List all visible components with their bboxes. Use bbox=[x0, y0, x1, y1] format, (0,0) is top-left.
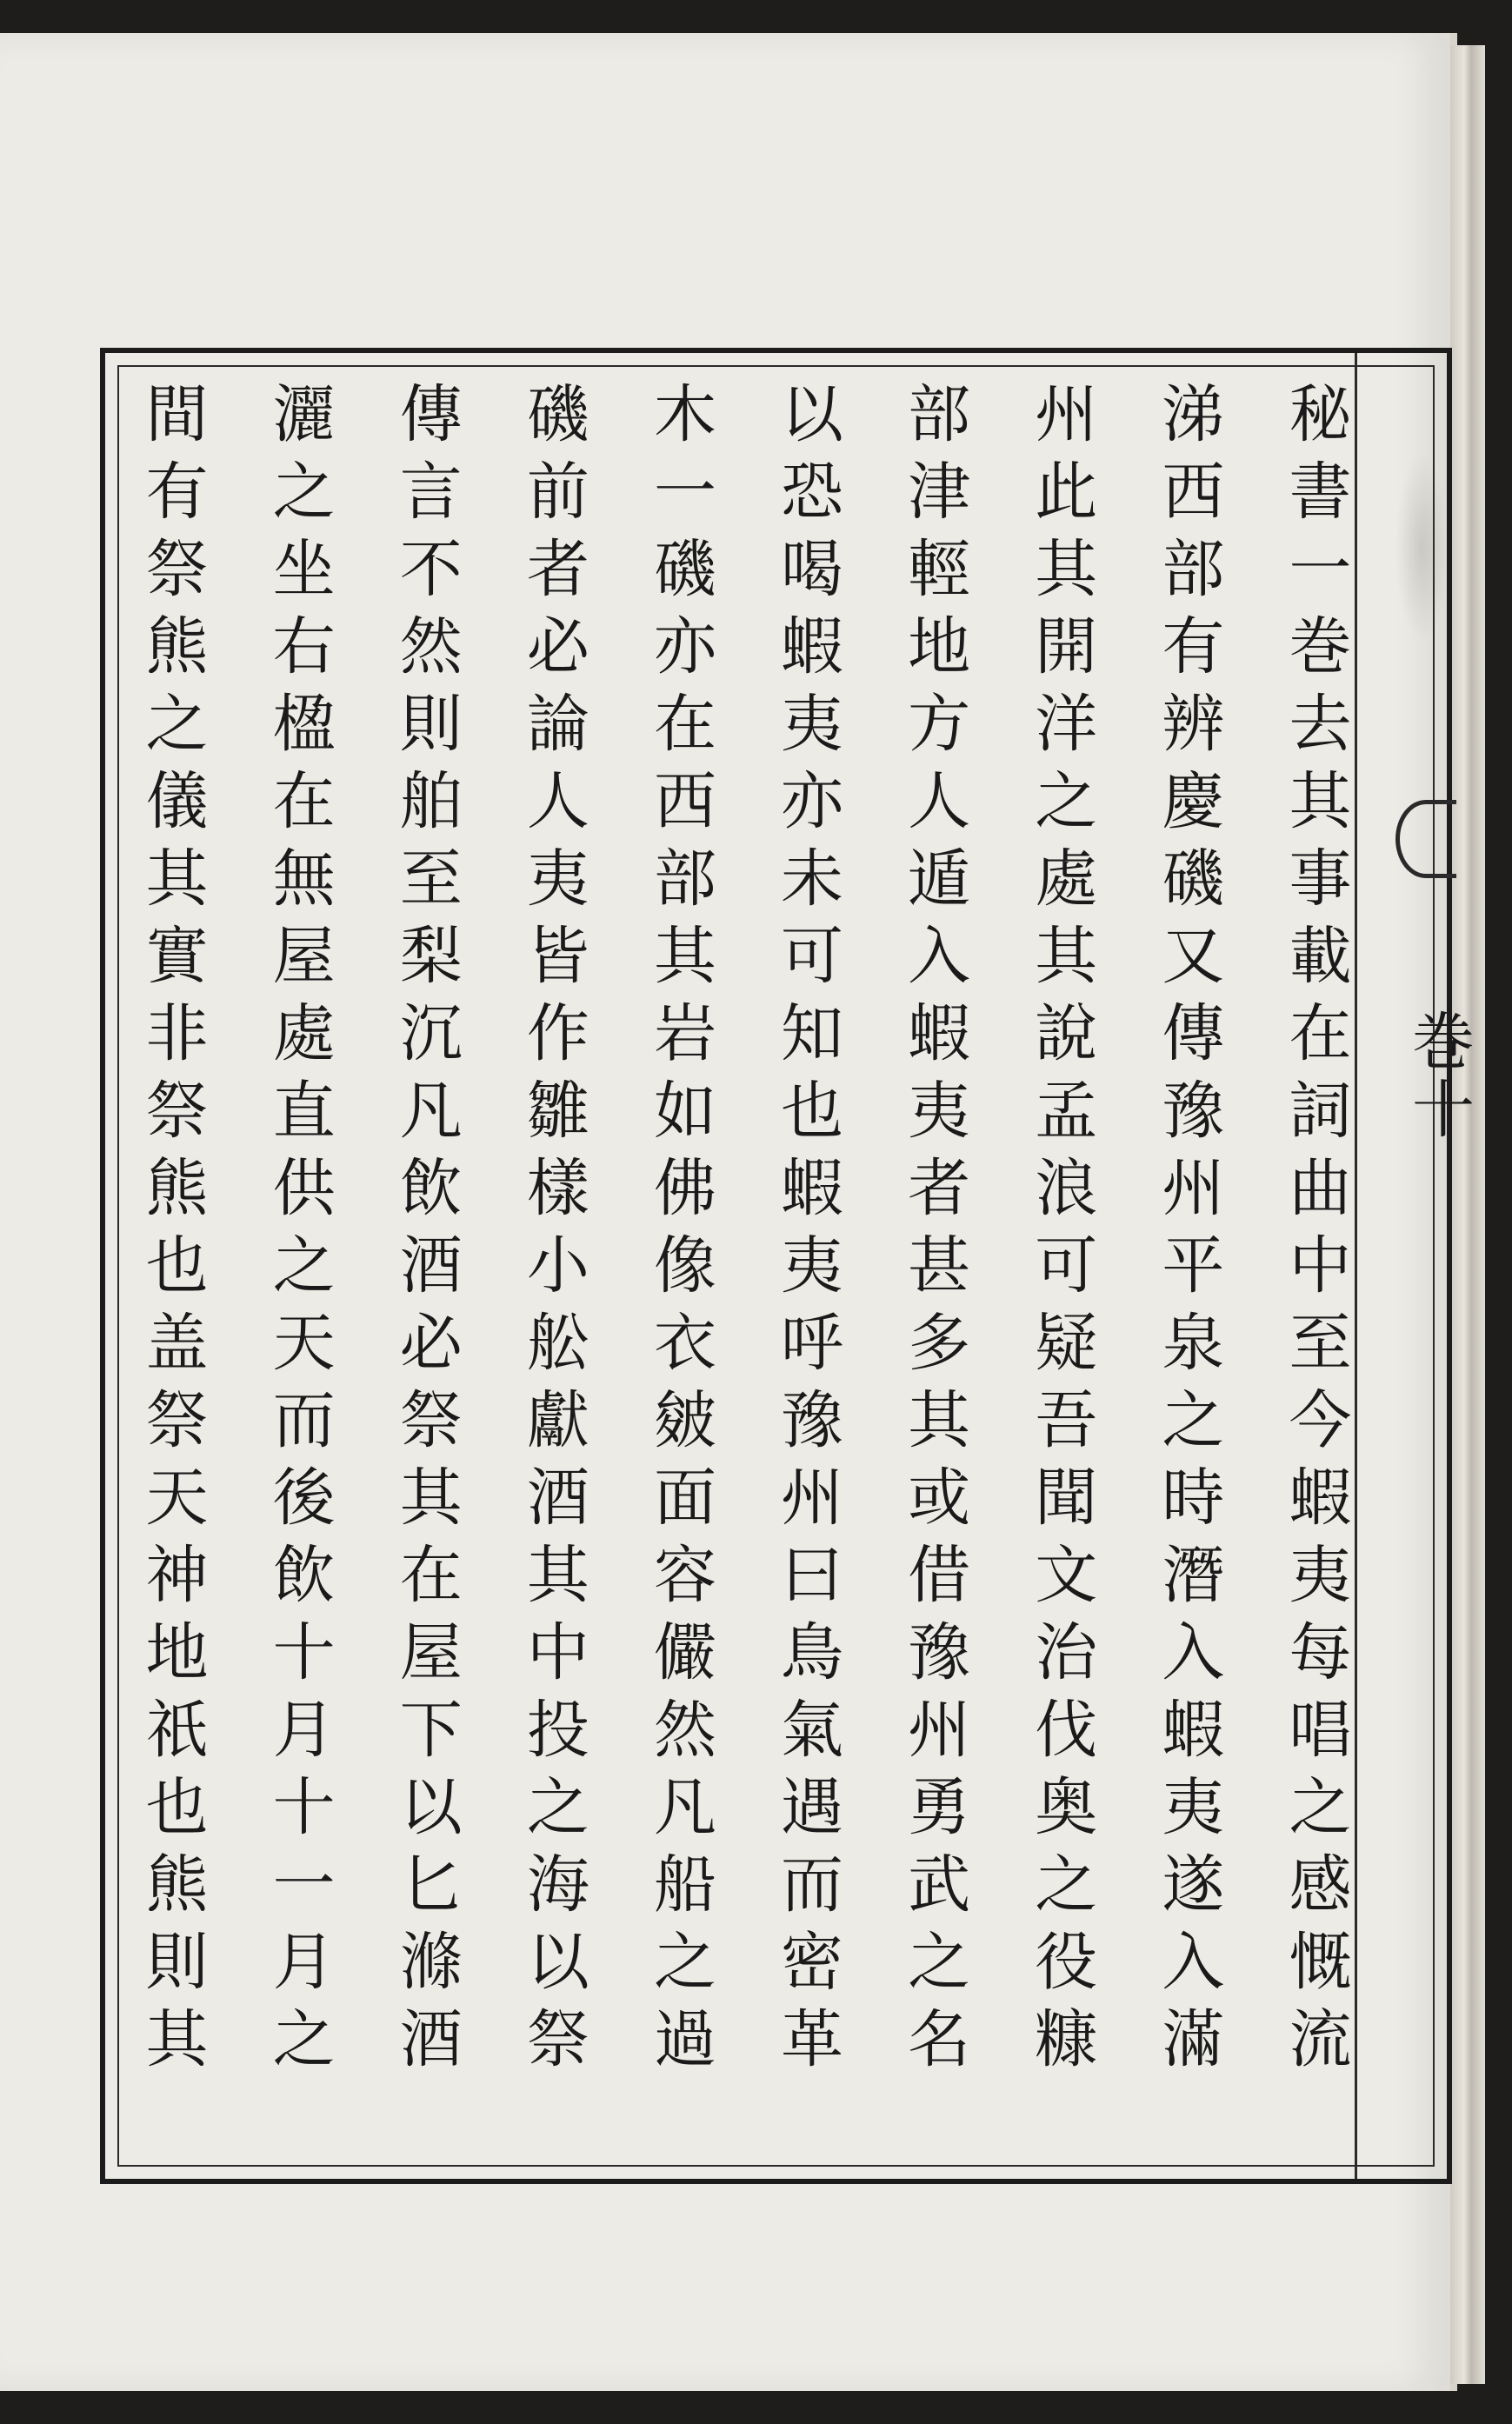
chapter-label: 巻十 bbox=[1402, 1009, 1475, 1144]
text-column-10: 間有祭熊之儀其實非祭熊也盖祭天神地祇也熊則其 bbox=[135, 381, 209, 2083]
text-column-2: 涕西部有辨慶磯又傳豫州平泉之時潛入蝦夷遂入滿 bbox=[1151, 381, 1225, 2083]
text-column-7: 磯前者必論人夷皆作雛樣小舩獻酒其中投之海以祭 bbox=[516, 381, 589, 2083]
text-column-8: 傳言不然則舶至梨沉凡飲酒必祭其在屋下以匕滌酒 bbox=[389, 381, 463, 2083]
fish-tail-mark-icon bbox=[1395, 800, 1456, 878]
text-column-3: 州此其開洋之處其說孟浪可疑吾聞文治伐奥之役糠 bbox=[1024, 381, 1098, 2083]
text-column-9: 灑之坐右楹在無屋處直供之天而後飲十月十一月之 bbox=[262, 381, 336, 2083]
vertical-text-block bbox=[130, 365, 1356, 2174]
text-column-5: 以恐喝蝦夷亦未可知也蝦夷呼豫州曰鳥氣遇而密革 bbox=[770, 381, 844, 2083]
text-column-6: 木一磯亦在西部其岩如佛像衣皴面容儼然凡船之過 bbox=[643, 381, 716, 2083]
page-edge-stack bbox=[1450, 45, 1485, 2384]
text-column-1: 秘書一巻去其事載在詞曲中至今蝦夷每唱之感慨流 bbox=[1278, 381, 1352, 2083]
text-column-4: 部津輕地方人遁入蝦夷者甚多其或借豫州勇武之名 bbox=[897, 381, 971, 2083]
show-through-ink bbox=[1395, 452, 1448, 643]
